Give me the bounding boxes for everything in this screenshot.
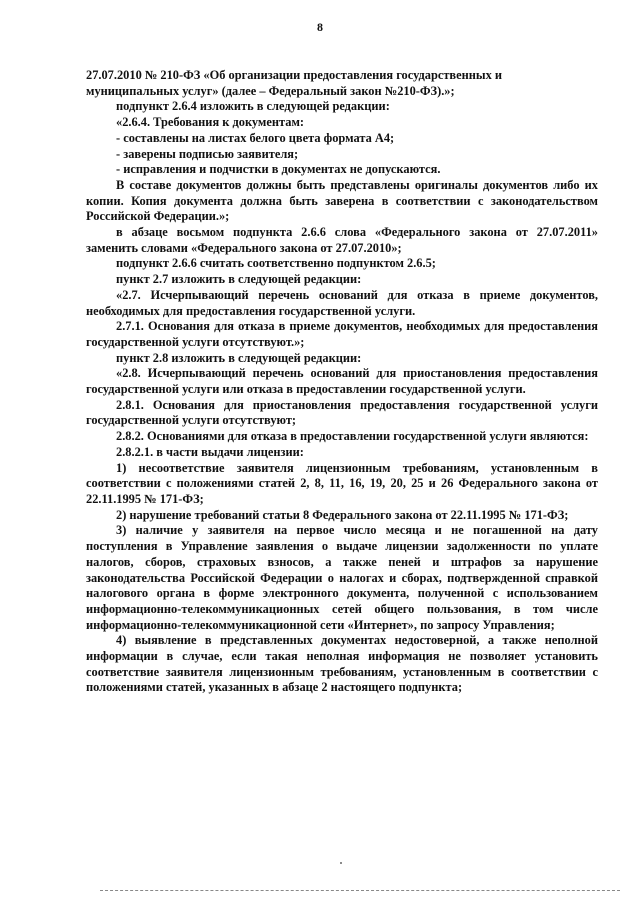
paragraph: пункт 2.7 изложить в следующей редакции: [116,272,362,287]
document-body [86,68,598,696]
paragraph: подпункт 2.6.4 изложить в следующей редакции: [116,99,390,114]
paragraph: «2.6.4. Требования к документам: [116,115,305,130]
paragraph: 27.07.2010 № 210-ФЗ «Об организации предоставления государственных и муниципальных услуг» (далее – Федеральный закон №210-ФЗ).»; [86,68,502,98]
paragraph: В составе документов должны быть представлены оригиналы документов либо их копии. Копия документа должна быть заверена в соответствии с законодательством Российской Федерации.»; [86,177,598,224]
list-item: - составлены на листах белого цвета формата А4; [116,130,395,145]
list-item: 1) несоответствие заявителя лицензионным требованиям, установленным в соответствии с положениями статей 2, 8, 11, 16, 19, 20, 25 и 26 Федерального закона от 22.11.1995 № 171-ФЗ; [86,460,598,506]
scan-speck [340,862,342,864]
list-item: 2) нарушение требований статьи 8 Федерального закона от 22.11.1995 № 171-ФЗ; [116,507,569,522]
paragraph: 2.7.1. Основания для отказа в приеме документов, необходимых для предоставления государственной услуги отсутствуют.»; [86,319,598,349]
paragraph: 2.8.2.1. в части выдачи лицензии: [116,444,304,459]
paragraph: в абзаце восьмом подпункта 2.6.6 слова «Федерального закона от 27.07.2011» заменить словами «Федерального закона от 27.07.2010»; [86,225,598,255]
list-item: 3) наличие у заявителя на первое число месяца и не погашенной на дату поступления в Управление заявления о выдаче лицензии задолженности по уплате налогов, сборов, страховых взносов, а также пеней и штрафов за нарушение законодательства Российской Федерации о налогах и сборах, подтвержденной справкой налогового органа в форме электронного документа, полученной с использованием информационно-телекоммуникационных сетей общего пользования, в том числе информационно-телекоммуникационной сети «Интернет», по запросу Управления; [86,523,598,632]
list-item: - заверены подписью заявителя; [116,146,299,161]
page-number: 8 [317,20,323,34]
paragraph: 2.8.1. Основания для приостановления предоставления государственной услуги государственной услуги отсутствуют; [86,397,598,428]
paragraph: 2.8.2. Основаниями для отказа в предоставлении государственной услуги являются: [116,429,589,444]
list-item: 4) выявление в представленных документах недостоверной, а также неполной информации в случае, если такая неполная информация не позволяет установить соответствие заявителя лицензионным требованиям, установленным в соответствии с положениями статей, указанных в абзаце 2 настоящего подпункта; [86,633,598,695]
paragraph: «2.8. Исчерпывающий перечень оснований для приостановления предоставления государственной услуги или отказа в предоставлении государственной услуги. [86,366,598,397]
scan-artifact-line [100,890,620,891]
paragraph: «2.7. Исчерпывающий перечень оснований для отказа в приеме документов, необходимых для предоставления государственной услуги. [86,287,598,318]
paragraph: пункт 2.8 изложить в следующей редакции: [116,350,362,365]
paragraph: подпункт 2.6.6 считать соответственно подпунктом 2.6.5; [116,256,436,271]
list-item: - исправления и подчистки в документах не допускаются. [116,162,441,177]
